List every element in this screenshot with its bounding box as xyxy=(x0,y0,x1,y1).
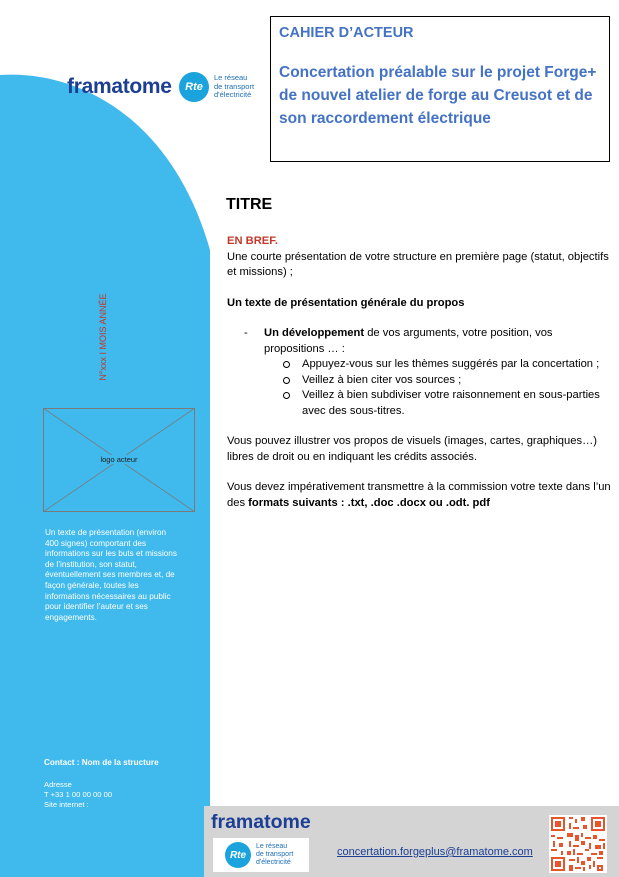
qr-code-icon[interactable] xyxy=(549,815,607,873)
consultation-title: Concertation préalable sur le projet Forge+ de nouvel atelier de forge au Creusot et de son raccordement électrique xyxy=(279,64,597,127)
visuals-text: Vous pouvez illustrer vos propos de visuels (images, cartes, graphiques…) libres de droit ou en indiquant les crédits associés. xyxy=(227,435,597,463)
list-item xyxy=(302,357,612,373)
website-label: Site internet : xyxy=(44,800,89,809)
contact-title: Contact : Nom de la structure xyxy=(44,758,159,767)
framatome-logo-footer: framatome xyxy=(211,811,311,833)
development-bold: Un développement xyxy=(264,327,365,339)
list-item xyxy=(302,388,612,419)
development-item xyxy=(227,326,612,357)
intro-text: Une courte présentation de votre structure en première page (statut, objectifs et missions) ; xyxy=(227,250,609,278)
rte-logo-mark: Rte xyxy=(225,842,251,868)
address-block xyxy=(44,780,112,810)
title-box xyxy=(270,16,610,162)
dash-bullet: - xyxy=(244,327,248,339)
transmit-formats: formats suivants : .txt, .doc .docx ou .odt. pdf xyxy=(248,496,490,509)
phone-number: T +33 1 00 00 00 00 xyxy=(44,790,113,799)
transmit-text xyxy=(227,480,612,511)
list-item-text: Veillez à bien citer vos sources ; xyxy=(302,373,462,386)
en-bref-label: EN BREF. xyxy=(227,235,278,247)
rte-tagline-line: de transport xyxy=(256,851,294,858)
development-text: de vos arguments, votre position, vos propositions … : xyxy=(264,327,553,355)
general-text: Un texte de présentation générale du propos xyxy=(227,296,465,309)
contact-email-link[interactable]: concertation.forgeplus@framatome.com xyxy=(337,846,533,858)
cahier-label: CAHIER D’ACTEUR xyxy=(279,25,414,41)
rte-tagline xyxy=(214,74,254,100)
document-body xyxy=(227,234,612,511)
logo-placeholder-text: logo acteur xyxy=(97,455,140,464)
logo-placeholder-label xyxy=(43,455,195,464)
address-label: Adresse xyxy=(44,780,72,789)
structure-presentation: Un texte de présentation (environ 400 signes) comportant des informations sur les buts et missions de l’institution, son statut, éventuellement ses membres et, de façon générale, toutes les informations nécessaires au public pour identifier l’auteur et ses engagements. xyxy=(45,528,177,622)
rte-tagline-line: d'électricité xyxy=(214,90,252,99)
rte-logo-footer xyxy=(213,838,309,872)
issue-date-ref: N°xxx I MOIS ANNÉE xyxy=(98,293,108,381)
document-heading: TITRE xyxy=(226,196,273,213)
transmit-prefix: Vous devez impérativement transmettre à la commission votre texte dans l’un des xyxy=(227,481,611,509)
circle-bullet-icon xyxy=(283,361,290,368)
circle-bullet-icon xyxy=(283,392,290,399)
rte-tagline xyxy=(256,843,293,867)
framatome-logo: framatome xyxy=(67,75,172,98)
circle-bullet-icon xyxy=(283,377,290,384)
sub-list xyxy=(227,357,612,419)
rte-tagline-line: Le réseau xyxy=(256,843,288,850)
list-item-text: Appuyez-vous sur les thèmes suggérés par la concertation ; xyxy=(302,358,600,370)
rte-tagline-line: d'électricité xyxy=(256,859,291,866)
list-item-text: Veillez à bien subdiviser votre raisonnement en sous-parties avec des sous-titres. xyxy=(302,389,600,417)
rte-tagline-line: de transport xyxy=(214,81,255,91)
rte-tagline-line: Le réseau xyxy=(214,73,248,82)
rte-logo-mark: Rte xyxy=(179,72,209,102)
list-item xyxy=(302,373,612,389)
